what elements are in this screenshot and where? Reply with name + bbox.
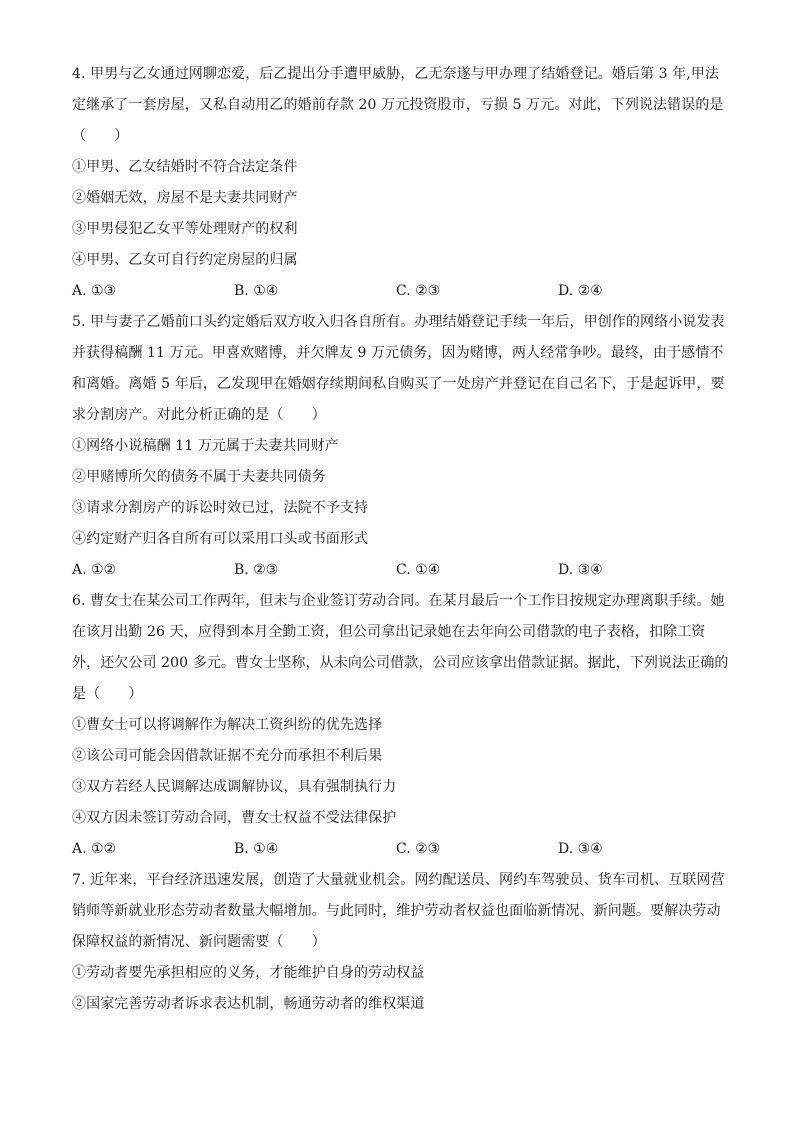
option-a[interactable]: A. ①② <box>72 562 117 578</box>
statement-4: ④双方因未签订劳动合同，曹女士权益不受法律保护 <box>72 810 397 826</box>
statement-2: ②婚姻无效，房屋不是夫妻共同财产 <box>72 190 298 206</box>
question-stem-line: 和离婚。离婚 5 年后，乙发现甲在婚姻存续期间私自购买了一处房产并登记在自己名下，于是起诉甲，要 <box>72 376 725 392</box>
answer-options <box>72 839 724 859</box>
statement-2: ②甲赌博所欠的债务不属于夫妻共同债务 <box>72 469 326 485</box>
statement-4: ④甲男、乙女可自行约定房屋的归属 <box>72 252 298 268</box>
statement-2: ②该公司可能会因借款证据不充分而承担不利后果 <box>72 748 383 764</box>
question-stem-line: 7. 近年来，平台经济迅速发展，创造了大量就业机会。网约配送员、网约车驾驶员、货车司机、互联网营 <box>72 872 725 888</box>
statement-1: ①甲男、乙女结婚时不符合法定条件 <box>72 159 298 175</box>
question-stem-line: 6. 曹女士在某公司工作两年，但未与企业签订劳动合同。在某月最后一个工作日按规定办理离职手续。她 <box>72 593 725 609</box>
question-stem-line: 保障权益的新情况、新问题需要（ ） <box>72 934 326 950</box>
statement-1: ①网络小说稿酬 11 万元属于夫妻共同财产 <box>72 438 339 454</box>
option-a[interactable]: A. ①③ <box>72 283 117 299</box>
option-b[interactable]: B. ①④ <box>234 283 279 299</box>
option-d[interactable]: D. ③④ <box>558 841 603 857</box>
statement-2: ②国家完善劳动者诉求表达机制，畅通劳动者的维权渠道 <box>72 996 425 1012</box>
answer-options <box>72 560 724 580</box>
question-5 <box>72 312 724 580</box>
question-stem-line: 5. 甲与妻子乙婚前口头约定婚后双方收入归各自所有。办理结婚登记手续一年后，甲创作的网络小说发表 <box>72 314 725 330</box>
option-c[interactable]: C. ①④ <box>396 562 441 578</box>
question-6 <box>72 591 729 859</box>
exam-page <box>72 64 729 1025</box>
option-d[interactable]: D. ③④ <box>558 562 603 578</box>
statement-1: ①曹女士可以将调解作为解决工资纠纷的优先选择 <box>72 717 383 733</box>
option-b[interactable]: B. ①④ <box>234 841 279 857</box>
question-stem-line: 在该月出勤 26 天，应得到本月全勤工资，但公司拿出记录她在去年向公司借款的电子表格，扣除工资 <box>72 624 706 640</box>
question-stem-line: 并获得稿酬 11 万元。甲喜欢赌博，并欠牌友 9 万元债务，因为赌博，两人经常争吵。最终，由于感情不 <box>72 345 724 361</box>
question-stem-line: 4. 甲男与乙女通过网聊恋爱，后乙提出分手遭甲威胁，乙无奈遂与甲办理了结婚登记。婚后第 3 年,甲法 <box>72 66 720 82</box>
question-4 <box>72 64 724 301</box>
statement-3: ③甲男侵犯乙女平等处理财产的权利 <box>72 221 298 237</box>
question-stem-line: 求分割房产。对此分析正确的是（ ） <box>72 407 326 423</box>
statement-1: ①劳动者要先承担相应的义务，才能维护自身的劳动权益 <box>72 965 425 981</box>
question-stem-line: （ ） <box>72 128 129 144</box>
statement-3: ③双方若经人民调解达成调解协议，具有强制执行力 <box>72 779 397 795</box>
statement-4: ④约定财产归各自所有可以采用口头或书面形式 <box>72 531 369 547</box>
question-7 <box>72 870 724 1014</box>
option-d[interactable]: D. ②④ <box>558 283 603 299</box>
question-stem-line: 定继承了一套房屋，又私自动用乙的婚前存款 20 万元投资股市，亏损 5 万元。对此，下列说法错误的是 <box>72 97 724 113</box>
question-stem-line: 销师等新就业形态劳动者数量大幅增加。与此同时，维护劳动者权益也面临新情况、新问题。要解决劳动 <box>72 903 721 919</box>
answer-options <box>72 281 724 301</box>
option-a[interactable]: A. ①② <box>72 841 117 857</box>
statement-3: ③请求分割房产的诉讼时效已过，法院不予支持 <box>72 500 369 516</box>
option-c[interactable]: C. ②③ <box>396 283 441 299</box>
option-b[interactable]: B. ②③ <box>234 562 279 578</box>
question-stem-line: 是（ ） <box>72 686 143 702</box>
question-stem-line: 外，还欠公司 200 多元。曹女士坚称，从未向公司借款，公司应该拿出借款证据。据此，下列说法正确的 <box>72 655 729 671</box>
option-c[interactable]: C. ②③ <box>396 841 441 857</box>
